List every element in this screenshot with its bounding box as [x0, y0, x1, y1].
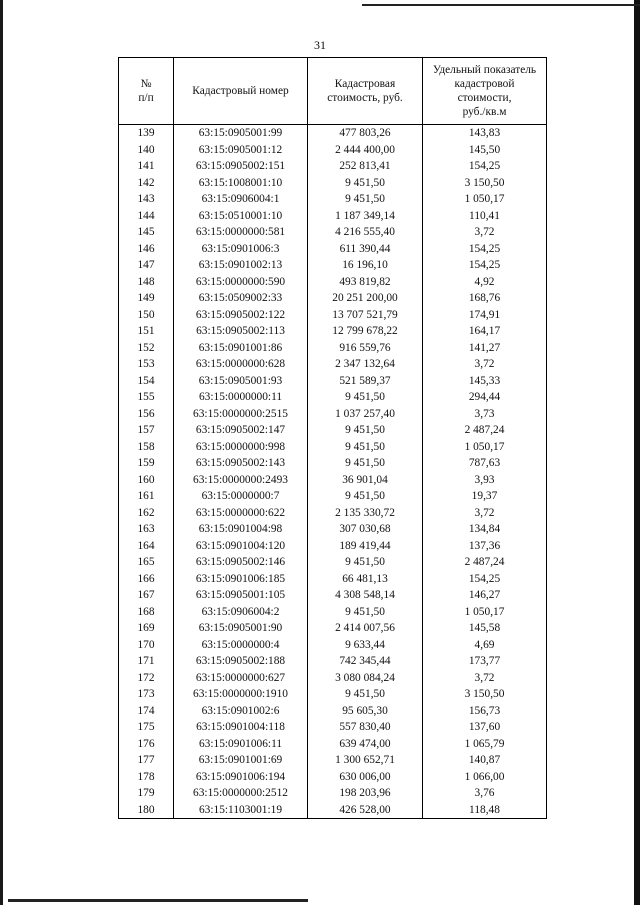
unit-indicator-cell: 154,25 [423, 241, 547, 258]
cadastral-number-cell: 63:15:1008001:10 [174, 175, 308, 192]
cadastral-number-cell: 63:15:0000000:590 [174, 274, 308, 291]
cadastral-cost-cell: 4 216 555,40 [308, 224, 423, 241]
cadastral-cost-cell: 2 135 330,72 [308, 505, 423, 522]
row-number-cell: 169 [119, 620, 174, 637]
row-number-cell: 167 [119, 587, 174, 604]
unit-indicator-cell: 137,36 [423, 538, 547, 555]
unit-indicator-cell: 3 150,50 [423, 175, 547, 192]
cadastral-number-cell: 63:15:0000000:622 [174, 505, 308, 522]
table-row [119, 125, 547, 142]
cadastral-cost-cell: 198 203,96 [308, 785, 423, 802]
unit-indicator-cell: 145,33 [423, 373, 547, 390]
cadastral-cost-cell: 2 414 007,56 [308, 620, 423, 637]
row-number-cell: 145 [119, 224, 174, 241]
cadastral-cost-cell: 557 830,40 [308, 719, 423, 736]
cadastral-cost-cell: 1 300 652,71 [308, 752, 423, 769]
table-row [119, 472, 547, 489]
cadastral-number-cell: 63:15:0000000:1910 [174, 686, 308, 703]
cadastral-value-table [118, 57, 547, 819]
table-body [119, 125, 547, 819]
table-row [119, 142, 547, 159]
row-number-cell: 155 [119, 389, 174, 406]
unit-indicator-cell: 156,73 [423, 703, 547, 720]
header-cadastral-number: Кадастровый номер [174, 58, 308, 125]
cadastral-number-cell: 63:15:0905002:122 [174, 307, 308, 324]
row-number-cell: 162 [119, 505, 174, 522]
cadastral-cost-cell: 20 251 200,00 [308, 290, 423, 307]
cadastral-cost-cell: 9 451,50 [308, 686, 423, 703]
cadastral-number-cell: 63:15:0906004:2 [174, 604, 308, 621]
cadastral-number-cell: 63:15:0509002:33 [174, 290, 308, 307]
scan-edge-left [0, 0, 3, 905]
table-row [119, 208, 547, 225]
table-row [119, 158, 547, 175]
header-num-line-1: № [140, 78, 152, 90]
table-row [119, 455, 547, 472]
unit-indicator-cell: 3,72 [423, 505, 547, 522]
page-number: 31 [314, 38, 326, 52]
table-row [119, 290, 547, 307]
unit-indicator-cell: 141,27 [423, 340, 547, 357]
cadastral-cost-cell: 4 308 548,14 [308, 587, 423, 604]
unit-indicator-cell: 4,92 [423, 274, 547, 291]
cadastral-number-cell: 63:15:0905002:146 [174, 554, 308, 571]
table-row [119, 389, 547, 406]
table-row [119, 307, 547, 324]
cadastral-cost-cell: 12 799 678,22 [308, 323, 423, 340]
unit-indicator-cell: 154,25 [423, 158, 547, 175]
unit-indicator-cell: 19,37 [423, 488, 547, 505]
scan-edge-right [634, 0, 640, 905]
cadastral-cost-cell: 493 819,82 [308, 274, 423, 291]
row-number-cell: 154 [119, 373, 174, 390]
unit-indicator-cell: 168,76 [423, 290, 547, 307]
table-row [119, 769, 547, 786]
cadastral-cost-cell: 521 589,37 [308, 373, 423, 390]
table-row [119, 224, 547, 241]
row-number-cell: 139 [119, 125, 174, 142]
cadastral-cost-cell: 9 451,50 [308, 175, 423, 192]
cadastral-number-cell: 63:15:0000000:2512 [174, 785, 308, 802]
cadastral-cost-cell: 916 559,76 [308, 340, 423, 357]
table-row [119, 175, 547, 192]
cadastral-cost-cell: 2 444 400,00 [308, 142, 423, 159]
unit-indicator-cell: 146,27 [423, 587, 547, 604]
unit-indicator-cell: 1 050,17 [423, 604, 547, 621]
header-cadastral-cost [308, 58, 423, 125]
table-row [119, 257, 547, 274]
unit-indicator-cell: 3,72 [423, 670, 547, 687]
cadastral-number-cell: 63:15:0901004:118 [174, 719, 308, 736]
unit-indicator-cell: 145,58 [423, 620, 547, 637]
cadastral-number-cell: 63:15:0906004:1 [174, 191, 308, 208]
cadastral-number-cell: 63:15:0901006:11 [174, 736, 308, 753]
unit-indicator-cell: 174,91 [423, 307, 547, 324]
cadastral-number-cell: 63:15:0901001:86 [174, 340, 308, 357]
header-unit-line-1: Удельный показатель [432, 64, 537, 76]
row-number-cell: 175 [119, 719, 174, 736]
cadastral-cost-cell: 3 080 084,24 [308, 670, 423, 687]
cadastral-cost-cell: 16 196,10 [308, 257, 423, 274]
table-header [119, 58, 547, 125]
unit-indicator-cell: 3,76 [423, 785, 547, 802]
cadastral-number-cell: 63:15:0905002:113 [174, 323, 308, 340]
row-number-cell: 161 [119, 488, 174, 505]
table-row [119, 323, 547, 340]
cadastral-number-cell: 63:15:0901002:6 [174, 703, 308, 720]
unit-indicator-cell: 4,69 [423, 637, 547, 654]
cadastral-number-cell: 63:15:0000000:4 [174, 637, 308, 654]
unit-indicator-cell: 3,73 [423, 406, 547, 423]
row-number-cell: 179 [119, 785, 174, 802]
cadastral-cost-cell: 189 419,44 [308, 538, 423, 555]
cadastral-number-cell: 63:15:0901002:13 [174, 257, 308, 274]
cadastral-number-cell: 63:15:0000000:628 [174, 356, 308, 373]
table-row [119, 752, 547, 769]
table-row [119, 653, 547, 670]
table-row [119, 604, 547, 621]
cadastral-cost-cell: 9 633,44 [308, 637, 423, 654]
table-row [119, 736, 547, 753]
cadastral-cost-cell: 9 451,50 [308, 389, 423, 406]
row-number-cell: 176 [119, 736, 174, 753]
table-row [119, 241, 547, 258]
header-unit-line-4: руб./кв.м [462, 106, 507, 118]
row-number-cell: 151 [119, 323, 174, 340]
cadastral-number-cell: 63:15:0901001:69 [174, 752, 308, 769]
row-number-cell: 170 [119, 637, 174, 654]
row-number-cell: 158 [119, 439, 174, 456]
header-unit-line-2: кадастровой [454, 78, 515, 90]
unit-indicator-cell: 154,25 [423, 571, 547, 588]
header-cost-line-2: стоимость, руб. [327, 92, 403, 104]
table-row [119, 439, 547, 456]
row-number-cell: 174 [119, 703, 174, 720]
cadastral-number-cell: 63:15:0905001:99 [174, 125, 308, 142]
cadastral-cost-cell: 9 451,50 [308, 604, 423, 621]
cadastral-cost-cell: 9 451,50 [308, 554, 423, 571]
cadastral-cost-cell: 9 451,50 [308, 191, 423, 208]
unit-indicator-cell: 164,17 [423, 323, 547, 340]
cadastral-number-cell: 63:15:1103001:19 [174, 802, 308, 819]
row-number-cell: 173 [119, 686, 174, 703]
table-row [119, 356, 547, 373]
cadastral-number-cell: 63:15:0905001:90 [174, 620, 308, 637]
table-row [119, 703, 547, 720]
cadastral-cost-cell: 13 707 521,79 [308, 307, 423, 324]
row-number-cell: 143 [119, 191, 174, 208]
unit-indicator-cell: 294,44 [423, 389, 547, 406]
table-row [119, 620, 547, 637]
row-number-cell: 142 [119, 175, 174, 192]
unit-indicator-cell: 1 050,17 [423, 439, 547, 456]
row-number-cell: 149 [119, 290, 174, 307]
table-row [119, 373, 547, 390]
cadastral-number-cell: 63:15:0000000:998 [174, 439, 308, 456]
table-row [119, 505, 547, 522]
cadastral-cost-cell: 426 528,00 [308, 802, 423, 819]
cadastral-number-cell: 63:15:0905001:12 [174, 142, 308, 159]
scan-edge-top [362, 4, 640, 6]
unit-indicator-cell: 134,84 [423, 521, 547, 538]
cadastral-cost-cell: 9 451,50 [308, 488, 423, 505]
row-number-cell: 180 [119, 802, 174, 819]
table-row [119, 422, 547, 439]
row-number-cell: 141 [119, 158, 174, 175]
cadastral-cost-cell: 477 803,26 [308, 125, 423, 142]
header-unit-line-3: стоимости, [457, 92, 512, 104]
cadastral-number-cell: 63:15:0510001:10 [174, 208, 308, 225]
row-number-cell: 160 [119, 472, 174, 489]
cadastral-cost-cell: 66 481,13 [308, 571, 423, 588]
cadastral-number-cell: 63:15:0000000:627 [174, 670, 308, 687]
cadastral-cost-cell: 9 451,50 [308, 422, 423, 439]
cadastral-cost-cell: 639 474,00 [308, 736, 423, 753]
unit-indicator-cell: 3,72 [423, 356, 547, 373]
unit-indicator-cell: 1 050,17 [423, 191, 547, 208]
cadastral-number-cell: 63:15:0000000:2493 [174, 472, 308, 489]
cadastral-cost-cell: 1 187 349,14 [308, 208, 423, 225]
table-row [119, 340, 547, 357]
cadastral-number-cell: 63:15:0000000:7 [174, 488, 308, 505]
cadastral-cost-cell: 1 037 257,40 [308, 406, 423, 423]
table-row [119, 686, 547, 703]
row-number-cell: 166 [119, 571, 174, 588]
row-number-cell: 153 [119, 356, 174, 373]
row-number-cell: 172 [119, 670, 174, 687]
unit-indicator-cell: 1 065,79 [423, 736, 547, 753]
table-row [119, 637, 547, 654]
header-num-line-2: п/п [138, 92, 154, 104]
unit-indicator-cell: 137,60 [423, 719, 547, 736]
table-row [119, 521, 547, 538]
unit-indicator-cell: 173,77 [423, 653, 547, 670]
cadastral-cost-cell: 611 390,44 [308, 241, 423, 258]
cadastral-number-cell: 63:15:0000000:2515 [174, 406, 308, 423]
cadastral-number-cell: 63:15:0905001:93 [174, 373, 308, 390]
cadastral-number-cell: 63:15:0901006:194 [174, 769, 308, 786]
table-row [119, 670, 547, 687]
row-number-cell: 168 [119, 604, 174, 621]
cadastral-number-cell: 63:15:0905002:188 [174, 653, 308, 670]
row-number-cell: 150 [119, 307, 174, 324]
cadastral-number-cell: 63:15:0901004:98 [174, 521, 308, 538]
row-number-cell: 163 [119, 521, 174, 538]
unit-indicator-cell: 3,72 [423, 224, 547, 241]
table-row [119, 571, 547, 588]
table-row [119, 406, 547, 423]
row-number-cell: 165 [119, 554, 174, 571]
unit-indicator-cell: 154,25 [423, 257, 547, 274]
cadastral-number-cell: 63:15:0000000:581 [174, 224, 308, 241]
unit-indicator-cell: 145,50 [423, 142, 547, 159]
scan-edge-bottom [8, 899, 308, 902]
cadastral-number-cell: 63:15:0901006:185 [174, 571, 308, 588]
header-num [119, 58, 174, 125]
table-row [119, 274, 547, 291]
row-number-cell: 147 [119, 257, 174, 274]
header-unit-indicator [423, 58, 547, 125]
table-row [119, 785, 547, 802]
cadastral-cost-cell: 2 347 132,64 [308, 356, 423, 373]
cadastral-cost-cell: 742 345,44 [308, 653, 423, 670]
unit-indicator-cell: 2 487,24 [423, 554, 547, 571]
row-number-cell: 146 [119, 241, 174, 258]
row-number-cell: 156 [119, 406, 174, 423]
cadastral-number-cell: 63:15:0000000:11 [174, 389, 308, 406]
row-number-cell: 144 [119, 208, 174, 225]
table-row [119, 191, 547, 208]
table-row [119, 538, 547, 555]
unit-indicator-cell: 787,63 [423, 455, 547, 472]
table-row [119, 488, 547, 505]
cadastral-cost-cell: 95 605,30 [308, 703, 423, 720]
unit-indicator-cell: 118,48 [423, 802, 547, 819]
cadastral-number-cell: 63:15:0905002:143 [174, 455, 308, 472]
row-number-cell: 164 [119, 538, 174, 555]
unit-indicator-cell: 140,87 [423, 752, 547, 769]
row-number-cell: 177 [119, 752, 174, 769]
header-row [119, 58, 547, 125]
cadastral-number-cell: 63:15:0901004:120 [174, 538, 308, 555]
cadastral-number-cell: 63:15:0905001:105 [174, 587, 308, 604]
row-number-cell: 159 [119, 455, 174, 472]
table-row [119, 802, 547, 819]
table-row [119, 554, 547, 571]
cadastral-cost-cell: 252 813,41 [308, 158, 423, 175]
cadastral-cost-cell: 36 901,04 [308, 472, 423, 489]
cadastral-number-cell: 63:15:0905002:147 [174, 422, 308, 439]
table-row [119, 719, 547, 736]
cadastral-number-cell: 63:15:0901006:3 [174, 241, 308, 258]
cadastral-cost-cell: 9 451,50 [308, 455, 423, 472]
row-number-cell: 152 [119, 340, 174, 357]
unit-indicator-cell: 3 150,50 [423, 686, 547, 703]
row-number-cell: 178 [119, 769, 174, 786]
row-number-cell: 148 [119, 274, 174, 291]
header-cost-line-1: Кадастровая [334, 78, 396, 90]
unit-indicator-cell: 110,41 [423, 208, 547, 225]
row-number-cell: 157 [119, 422, 174, 439]
unit-indicator-cell: 2 487,24 [423, 422, 547, 439]
cadastral-cost-cell: 630 006,00 [308, 769, 423, 786]
unit-indicator-cell: 3,93 [423, 472, 547, 489]
row-number-cell: 171 [119, 653, 174, 670]
unit-indicator-cell: 143,83 [423, 125, 547, 142]
cadastral-number-cell: 63:15:0905002:151 [174, 158, 308, 175]
cadastral-cost-cell: 9 451,50 [308, 439, 423, 456]
table-row [119, 587, 547, 604]
unit-indicator-cell: 1 066,00 [423, 769, 547, 786]
cadastral-cost-cell: 307 030,68 [308, 521, 423, 538]
row-number-cell: 140 [119, 142, 174, 159]
